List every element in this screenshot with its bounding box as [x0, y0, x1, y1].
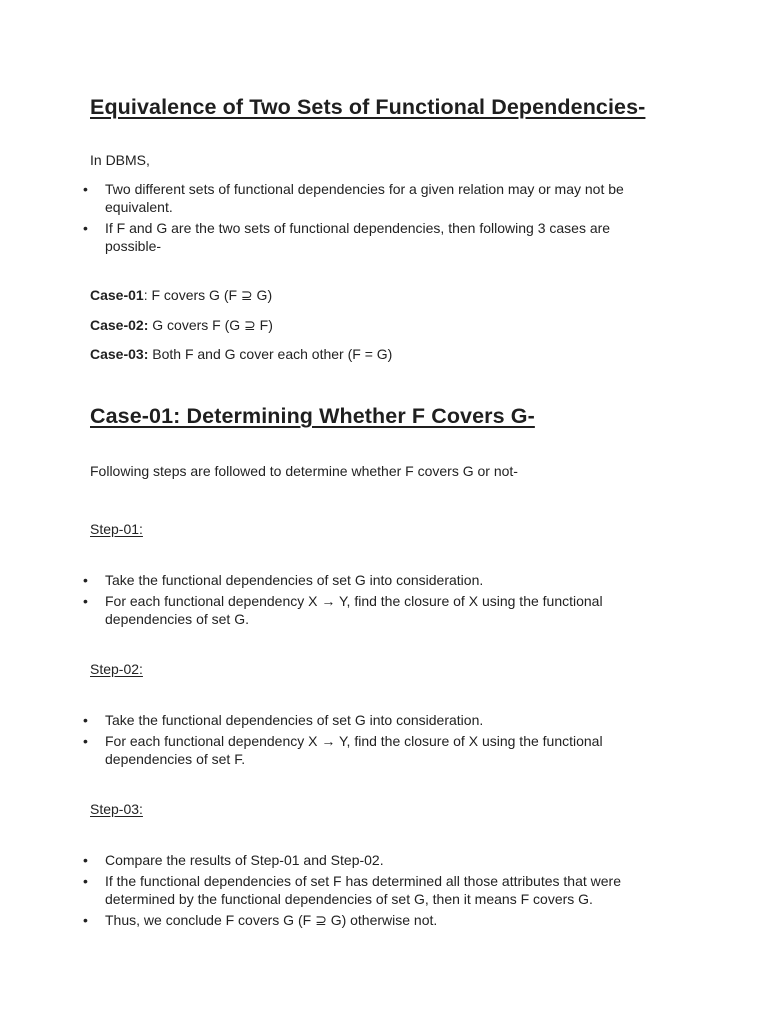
section-intro: Following steps are followed to determine whether F covers G or not-: [90, 463, 518, 479]
case-02-line: [90, 316, 273, 334]
step-03-label: Step-03:: [90, 801, 143, 817]
intro-bullet-list: [80, 180, 660, 258]
step-03-bullet-list: [80, 851, 660, 932]
case-label: Case-03:: [90, 346, 149, 362]
list-item: • Thus, we conclude F covers G (F ⊇ G) otherwise not.: [80, 911, 660, 929]
list-item: • Two different sets of functional dependencies for a given relation may or may not be equivalent.: [80, 180, 660, 216]
case-separator: :: [143, 287, 152, 303]
case-text: Both F and G cover each other (F = G): [152, 346, 393, 362]
case-01-line: [90, 286, 272, 304]
list-item: • For each functional dependency X → Y, find the closure of X using the functional dependencies of set F.: [80, 732, 660, 768]
case-label: Case-01: [90, 287, 144, 303]
case-label: Case-02:: [90, 317, 149, 333]
list-item: • Compare the results of Step-01 and Step-02.: [80, 851, 660, 869]
step-02-label: Step-02:: [90, 661, 143, 677]
step-01-bullet-list: [80, 571, 660, 631]
step-02-bullet-list: [80, 711, 660, 771]
step-01-label: Step-01:: [90, 521, 143, 537]
case-text: G covers F (G ⊇ F): [152, 317, 273, 333]
case-text: F covers G (F ⊇ G): [151, 287, 273, 303]
page-title: Equivalence of Two Sets of Functional Dependencies-: [90, 95, 646, 119]
list-item: • Take the functional dependencies of set G into consideration.: [80, 571, 660, 589]
list-item: • Take the functional dependencies of set G into consideration.: [80, 711, 660, 729]
case-03-line: [90, 345, 392, 363]
list-item: • If F and G are the two sets of functional dependencies, then following 3 cases are possible-: [80, 219, 660, 255]
intro-text: In DBMS,: [90, 152, 150, 168]
list-item: • If the functional dependencies of set F has determined all those attributes that were determined by the functional dependencies of set G, then it means F covers G.: [80, 872, 660, 908]
section-heading: Case-01: Determining Whether F Covers G-: [90, 404, 535, 428]
list-item: • For each functional dependency X → Y, find the closure of X using the functional dependencies of set G.: [80, 592, 660, 628]
